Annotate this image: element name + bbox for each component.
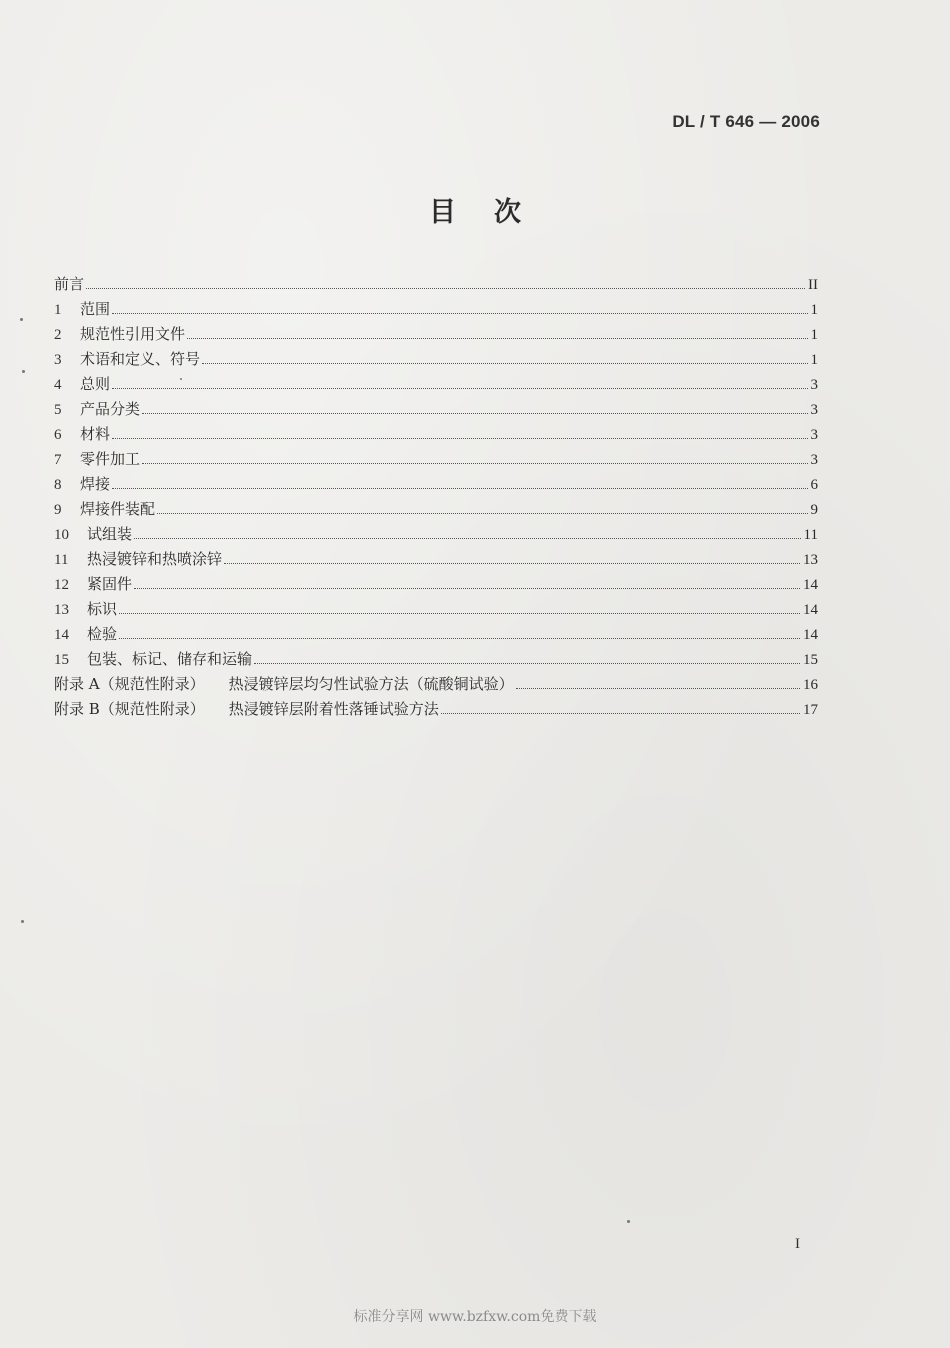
toc-appendix-entry[interactable] <box>54 672 818 697</box>
scan-speck <box>21 920 24 923</box>
dot-leader <box>112 488 807 489</box>
toc-entry-page: 9 <box>810 502 818 518</box>
toc-entry-page: 14 <box>803 577 818 593</box>
toc-entry-page: 14 <box>803 627 818 643</box>
toc-entry-page: 1 <box>810 327 818 343</box>
toc-entry-number: 13 <box>54 602 69 618</box>
toc-entry-page: 3 <box>810 427 818 443</box>
appendix-prefix: 附录 A（规范性附录） <box>54 675 205 693</box>
toc-entry-label: 焊接件装配 <box>80 500 156 518</box>
toc-entry-label: 包装、标记、储存和运输 <box>87 650 253 668</box>
toc-entry[interactable] <box>54 447 818 472</box>
toc-entry-page: 3 <box>810 402 818 418</box>
appendix-title: 热浸镀锌层均匀性试验方法（硫酸铜试验） <box>228 675 514 693</box>
dot-leader <box>157 513 807 514</box>
toc-entry-label: 总则 <box>80 375 111 393</box>
toc-entry-label: 产品分类 <box>80 400 141 418</box>
toc-entry-label: 材料 <box>80 425 111 443</box>
toc-entry-label: 范围 <box>80 300 111 318</box>
toc-entry-page: 3 <box>810 452 818 468</box>
toc-entry-page: 15 <box>803 652 818 668</box>
dot-leader <box>112 313 807 314</box>
page-title: 目次 <box>429 197 559 228</box>
dot-leader <box>142 413 807 414</box>
toc-entry-number: 7 <box>54 452 62 468</box>
toc-entry[interactable] <box>54 622 818 647</box>
dot-leader <box>119 613 800 614</box>
toc-entry-number: 11 <box>54 552 69 568</box>
dot-leader <box>441 713 800 714</box>
toc-entry-label: 前言 <box>54 275 85 293</box>
toc-entry-label: 标识 <box>87 600 118 618</box>
toc-entry[interactable] <box>54 347 818 372</box>
toc-entry-number: 9 <box>54 502 62 518</box>
toc-entry-page: 3 <box>810 377 818 393</box>
toc-entry-page: 16 <box>803 677 818 693</box>
toc-entry-label: 术语和定义、符号 <box>80 350 201 368</box>
dot-leader <box>187 338 807 339</box>
toc-appendix-entry[interactable] <box>54 697 818 722</box>
toc-entry-number: 8 <box>54 477 62 493</box>
toc-entry[interactable] <box>54 497 818 522</box>
toc-entry[interactable] <box>54 272 818 297</box>
toc-entry-label: 检验 <box>87 625 118 643</box>
appendix-title: 热浸镀锌层附着性落锤试验方法 <box>228 700 439 718</box>
page-number: I <box>795 1236 800 1252</box>
toc-entry-page: 1 <box>810 302 818 318</box>
toc-entry-number: 10 <box>54 527 69 543</box>
toc-entry[interactable] <box>54 397 818 422</box>
toc-entry[interactable] <box>54 597 818 622</box>
toc-entry-number: 5 <box>54 402 62 418</box>
toc-entry-page: 11 <box>803 527 818 543</box>
toc-entry[interactable] <box>54 647 818 672</box>
toc-entry-number: 15 <box>54 652 69 668</box>
scan-speck <box>180 378 182 380</box>
dot-leader <box>112 388 807 389</box>
toc-entry-page: 1 <box>810 352 818 368</box>
toc-entry-label: 紧固件 <box>87 575 133 593</box>
toc-entry[interactable] <box>54 297 818 322</box>
toc-entry-label: 焊接 <box>80 475 111 493</box>
toc-entry[interactable] <box>54 522 818 547</box>
toc-entry-page: 13 <box>803 552 818 568</box>
toc-entry[interactable] <box>54 422 818 447</box>
standard-code: DL / T 646 — 2006 <box>672 112 820 131</box>
dot-leader <box>112 438 807 439</box>
toc-entry[interactable] <box>54 472 818 497</box>
dot-leader <box>224 563 800 564</box>
toc-entry-label: 规范性引用文件 <box>80 325 186 343</box>
dot-leader <box>134 538 801 539</box>
toc-entry-number: 2 <box>54 327 62 343</box>
toc-entry-label: 试组装 <box>87 525 133 543</box>
scan-speck <box>627 1220 630 1223</box>
toc-entry-number: 3 <box>54 352 62 368</box>
toc-entry-label: 热浸镀锌和热喷涂锌 <box>87 550 223 568</box>
table-of-contents <box>54 272 818 722</box>
scan-speck <box>22 370 25 373</box>
toc-entry-number: 14 <box>54 627 69 643</box>
dot-leader <box>516 688 800 689</box>
toc-entry[interactable] <box>54 572 818 597</box>
toc-entry-label: 零件加工 <box>80 450 141 468</box>
watermark-text: 标准分享网 www.bzfxw.com免费下载 <box>353 1309 597 1325</box>
toc-entry-number: 1 <box>54 302 62 318</box>
dot-leader <box>86 288 805 289</box>
dot-leader <box>119 638 800 639</box>
appendix-prefix: 附录 B（规范性附录） <box>54 700 205 718</box>
toc-entry[interactable] <box>54 322 818 347</box>
dot-leader <box>134 588 800 589</box>
toc-entry-number: 6 <box>54 427 62 443</box>
dot-leader <box>254 663 800 664</box>
toc-entry[interactable] <box>54 372 818 397</box>
toc-entry-number: 4 <box>54 377 62 393</box>
dot-leader <box>202 363 807 364</box>
toc-entry-page: 6 <box>810 477 818 493</box>
toc-entry-page: 17 <box>803 702 818 718</box>
toc-entry-page: II <box>808 277 818 293</box>
toc-entry-page: 14 <box>803 602 818 618</box>
dot-leader <box>142 463 807 464</box>
toc-entry-number: 12 <box>54 577 69 593</box>
scan-speck <box>20 318 23 321</box>
toc-entry[interactable] <box>54 547 818 572</box>
